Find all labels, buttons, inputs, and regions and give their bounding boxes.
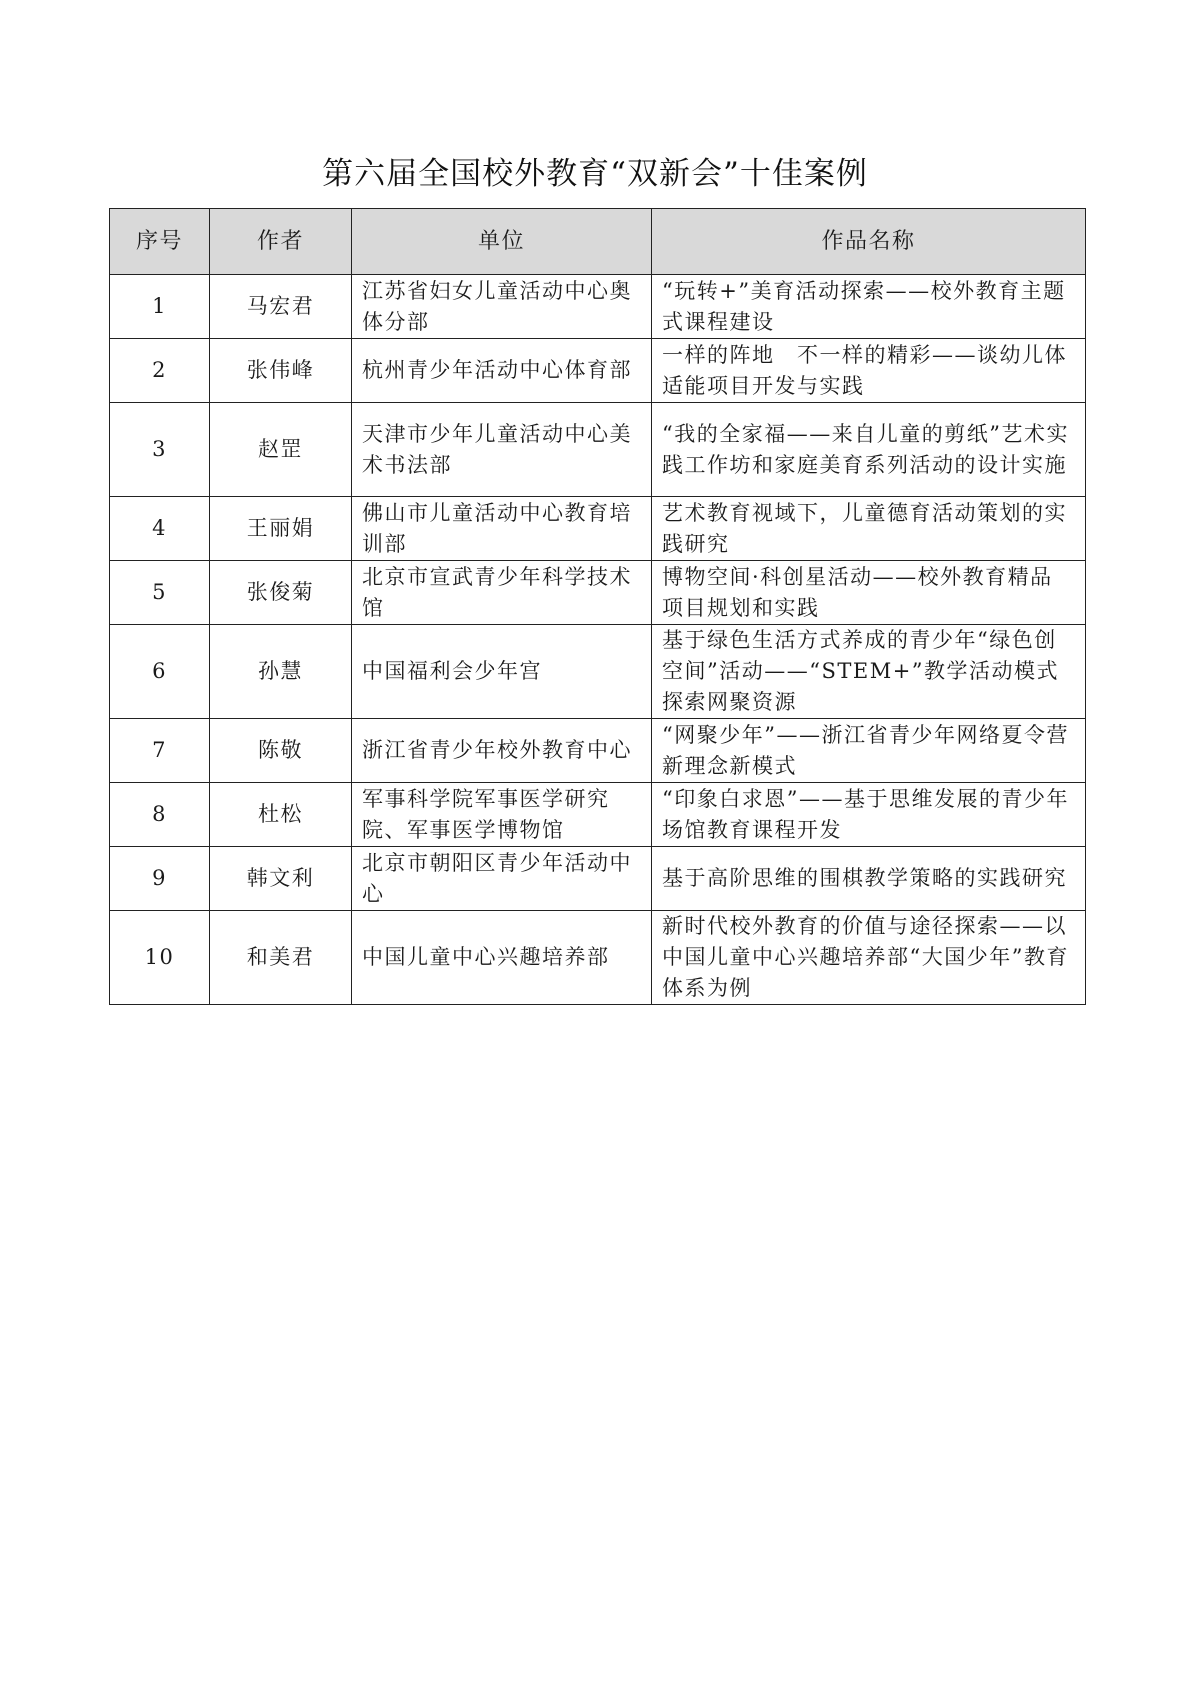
page-title: 第六届全国校外教育“双新会”十佳案例 bbox=[322, 156, 868, 192]
row-unit: 杭州青少年活动中心体育部 bbox=[352, 339, 652, 403]
table-row bbox=[110, 403, 1086, 497]
header-seq: 序号 bbox=[110, 209, 210, 275]
header-row bbox=[110, 209, 1086, 275]
row-author: 王丽娟 bbox=[210, 497, 352, 561]
row-unit: 北京市朝阳区青少年活动中心 bbox=[352, 847, 652, 911]
row-work: “我的全家福——来自儿童的剪纸”艺术实践工作坊和家庭美育系列活动的设计实施 bbox=[652, 403, 1086, 497]
row-seq: 7 bbox=[110, 719, 210, 783]
row-unit: 北京市宣武青少年科学技术馆 bbox=[352, 561, 652, 625]
row-work: “印象白求恩”——基于思维发展的青少年场馆教育课程开发 bbox=[652, 783, 1086, 847]
header-work: 作品名称 bbox=[652, 209, 1086, 275]
row-seq: 2 bbox=[110, 339, 210, 403]
row-seq: 9 bbox=[110, 847, 210, 911]
row-unit: 中国福利会少年宫 bbox=[352, 625, 652, 719]
table-header bbox=[110, 209, 1086, 275]
table-row bbox=[110, 275, 1086, 339]
row-work: 基于高阶思维的围棋教学策略的实践研究 bbox=[652, 847, 1086, 911]
row-work: 一样的阵地 不一样的精彩——谈幼儿体适能项目开发与实践 bbox=[652, 339, 1086, 403]
row-work: “网聚少年”——浙江省青少年网络夏令营新理念新模式 bbox=[652, 719, 1086, 783]
row-unit: 中国儿童中心兴趣培养部 bbox=[352, 911, 652, 1005]
row-work: 艺术教育视域下，儿童德育活动策划的实践研究 bbox=[652, 497, 1086, 561]
cases-table bbox=[109, 208, 1086, 1005]
row-work: 博物空间·科创星活动——校外教育精品项目规划和实践 bbox=[652, 561, 1086, 625]
row-seq: 6 bbox=[110, 625, 210, 719]
row-work: 新时代校外教育的价值与途径探索——以中国儿童中心兴趣培养部“大国少年”教育体系为例 bbox=[652, 911, 1086, 1005]
table-row bbox=[110, 783, 1086, 847]
row-unit: 军事科学院军事医学研究院、军事医学博物馆 bbox=[352, 783, 652, 847]
row-seq: 5 bbox=[110, 561, 210, 625]
row-author: 马宏君 bbox=[210, 275, 352, 339]
table-row bbox=[110, 719, 1086, 783]
row-seq: 8 bbox=[110, 783, 210, 847]
table-row bbox=[110, 497, 1086, 561]
row-seq: 1 bbox=[110, 275, 210, 339]
row-author: 张俊菊 bbox=[210, 561, 352, 625]
row-unit: 天津市少年儿童活动中心美术书法部 bbox=[352, 403, 652, 497]
table-row bbox=[110, 847, 1086, 911]
row-author: 韩文利 bbox=[210, 847, 352, 911]
row-author: 赵罡 bbox=[210, 403, 352, 497]
row-seq: 10 bbox=[110, 911, 210, 1005]
row-unit: 浙江省青少年校外教育中心 bbox=[352, 719, 652, 783]
row-seq: 3 bbox=[110, 403, 210, 497]
table-body bbox=[110, 275, 1086, 1005]
row-author: 杜松 bbox=[210, 783, 352, 847]
row-author: 孙慧 bbox=[210, 625, 352, 719]
row-work: 基于绿色生活方式养成的青少年“绿色创空间”活动——“STEM+”教学活动模式探索网聚资源 bbox=[652, 625, 1086, 719]
table-row bbox=[110, 339, 1086, 403]
table-row bbox=[110, 625, 1086, 719]
table-row bbox=[110, 561, 1086, 625]
table-row bbox=[110, 911, 1086, 1005]
row-author: 陈敬 bbox=[210, 719, 352, 783]
row-unit: 江苏省妇女儿童活动中心奥体分部 bbox=[352, 275, 652, 339]
header-unit: 单位 bbox=[352, 209, 652, 275]
header-author: 作者 bbox=[210, 209, 352, 275]
row-seq: 4 bbox=[110, 497, 210, 561]
row-author: 和美君 bbox=[210, 911, 352, 1005]
row-author: 张伟峰 bbox=[210, 339, 352, 403]
row-unit: 佛山市儿童活动中心教育培训部 bbox=[352, 497, 652, 561]
row-work: “玩转+”美育活动探索——校外教育主题式课程建设 bbox=[652, 275, 1086, 339]
